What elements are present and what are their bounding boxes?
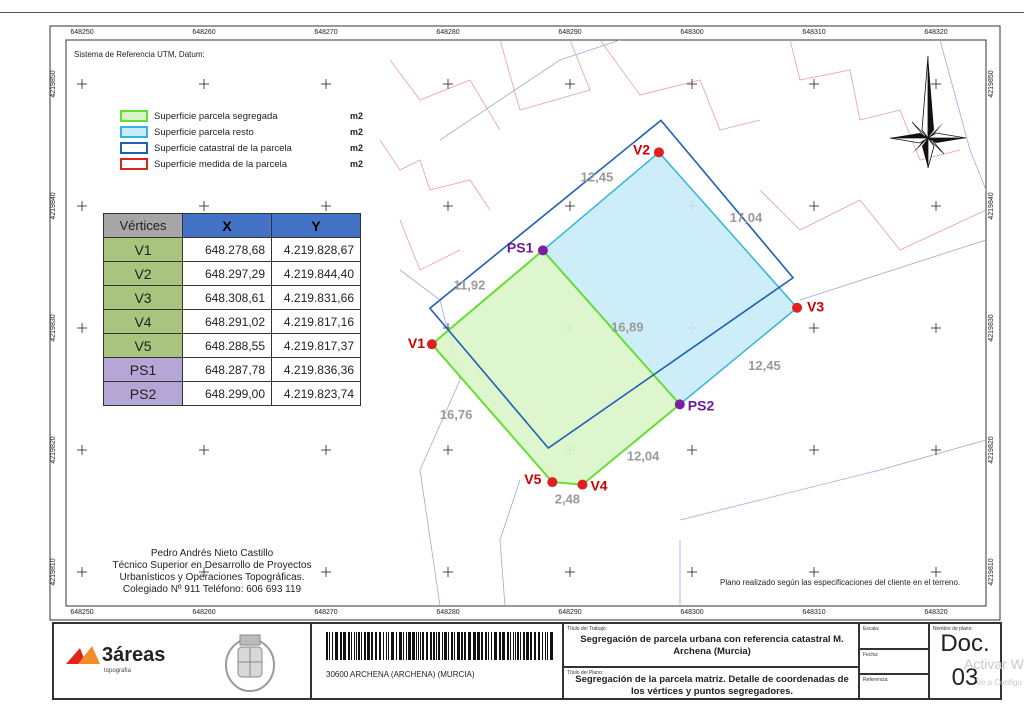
x-tick-label: 648280 — [436, 29, 460, 36]
x-tick-label: 648310 — [802, 29, 826, 36]
x-tick-label: 648280 — [436, 609, 460, 616]
y-tick-label: 4219820 — [50, 436, 58, 464]
vertex-point-v4 — [577, 480, 587, 490]
legend-item-medida — [120, 156, 364, 172]
logo-text: 3áreas — [102, 644, 166, 666]
legend-value: m2 — [350, 111, 364, 121]
vertex-y: 4.219.817,16 — [272, 310, 361, 334]
vertex-x: 648.287,78 — [183, 358, 272, 382]
y-tick-label: 4219810 — [50, 558, 58, 586]
x-tick-label: 648310 — [802, 609, 826, 616]
distance-label: 12,45 — [748, 358, 781, 374]
y-tick-label: 4219810 — [988, 558, 996, 586]
work-title-box — [563, 623, 859, 667]
plan-number-label: Nombre de plano: — [933, 626, 973, 632]
x-tick-label: 648320 — [924, 29, 948, 36]
legend-value: m2 — [350, 159, 364, 169]
plan-title-box — [563, 667, 859, 699]
vertex-y: 4.219.836,36 — [272, 358, 361, 382]
vertex-x: 648.297,29 — [183, 262, 272, 286]
header-vertices: Vértices — [104, 214, 183, 238]
vertex-point-v5 — [547, 477, 557, 487]
distance-label: 2,48 — [554, 491, 581, 507]
header-y: Y — [272, 214, 361, 238]
y-tick-label: 4219820 — [988, 436, 996, 464]
referencia-box — [859, 674, 929, 699]
author-line: Urbanísticos y Operaciones Topográficas. — [119, 572, 305, 583]
author-contact: Colegiado Nº 911 Teléfono: 606 693 119 — [122, 584, 302, 595]
title-block — [52, 622, 1002, 700]
legend-label: Superficie medida de la parcela — [154, 158, 288, 170]
distance-label: 12,04 — [626, 448, 660, 464]
vertex-y: 4.219.828,67 — [272, 238, 361, 262]
table-row — [104, 286, 361, 310]
table-row — [104, 310, 361, 334]
y-tick-label: 4219840 — [988, 192, 996, 220]
logo-triangles-icon — [66, 644, 106, 666]
header-x: X — [183, 214, 272, 238]
y-tick-label: 4219850 — [50, 70, 58, 98]
vertex-point-v1 — [427, 339, 437, 349]
coat-of-arms-icon — [222, 629, 278, 695]
utm-reference-text: Sistema de Referencia UTM, Datum: — [74, 50, 205, 59]
escala-label: Escala: — [863, 626, 880, 632]
escala-box — [859, 623, 929, 649]
vertex-x: 648.299,00 — [183, 382, 272, 406]
legend-swatch — [120, 158, 148, 170]
vertex-x: 648.288,55 — [183, 334, 272, 358]
vertex-name: PS1 — [104, 358, 183, 382]
legend-swatch — [120, 126, 148, 138]
vertex-label: PS2 — [687, 397, 715, 414]
legend-item-segregada — [120, 108, 364, 124]
author-line: Técnico Superior en Desarrollo de Proyectos — [112, 560, 312, 571]
plan-note: Plano realizado según las especificaciones del cliente en el terreno. — [720, 578, 961, 587]
doc-number: 03 — [951, 664, 979, 691]
vertex-label: V1 — [407, 335, 426, 352]
distance-label: 11,92 — [453, 277, 486, 293]
distance-label: 16,89 — [611, 319, 644, 335]
table-header-row — [104, 214, 361, 238]
fecha-label: Fecha: — [863, 652, 879, 658]
table-row — [104, 238, 361, 262]
x-tick-label: 648270 — [314, 29, 338, 36]
work-title: Segregación de parcela urbana con referencia catastral M. Archena (Murcia) — [580, 634, 844, 657]
vertex-point-v3 — [792, 303, 802, 313]
plan-title: Segregación de la parcela matriz. Detalle de coordenadas de los vértices y puntos segregadores. — [575, 674, 849, 697]
work-title-label: Título del Trabajo: — [567, 626, 608, 632]
legend-value: m2 — [350, 143, 364, 153]
vertex-x: 648.291,02 — [183, 310, 272, 334]
table-row — [104, 358, 361, 382]
vertex-coordinates-table — [103, 213, 361, 406]
author-name: Pedro Andrés Nieto Castillo — [150, 548, 274, 559]
vertex-x: 648.278,68 — [183, 238, 272, 262]
legend — [120, 108, 364, 172]
vertex-y: 4.219.844,40 — [272, 262, 361, 286]
vertex-name: V2 — [104, 262, 183, 286]
legend-value: m2 — [350, 127, 364, 137]
address-text: 30600 ARCHENA (ARCHENA) (MURCIA) — [326, 670, 475, 679]
vertex-point-ps2 — [675, 399, 685, 409]
vertex-name: V4 — [104, 310, 183, 334]
vertex-label: V4 — [590, 477, 608, 494]
vertex-label: V2 — [632, 141, 651, 158]
vertex-label: V3 — [807, 298, 825, 315]
referencia-label: Referencia: — [863, 677, 889, 683]
table-row — [104, 334, 361, 358]
legend-label: Superficie parcela resto — [154, 126, 254, 138]
vertex-point-v2 — [654, 147, 664, 157]
fecha-box — [859, 649, 929, 674]
distance-label: 16,76 — [439, 407, 473, 423]
table-row — [104, 262, 361, 286]
y-tick-label: 4219850 — [988, 70, 996, 98]
vertex-name: PS2 — [104, 382, 183, 406]
vertex-y: 4.219.831,66 — [272, 286, 361, 310]
logo-subtitle: topografía — [104, 668, 132, 674]
legend-swatch — [120, 142, 148, 154]
x-tick-label: 648290 — [558, 29, 582, 36]
x-tick-label: 648270 — [314, 609, 338, 616]
vertex-name: V3 — [104, 286, 183, 310]
doc-label: Doc. — [940, 630, 990, 657]
legend-item-catastral — [120, 140, 364, 156]
x-tick-label: 648260 — [192, 609, 216, 616]
barcode-icon — [326, 632, 554, 660]
vertex-x: 648.308,61 — [183, 286, 272, 310]
author-block — [87, 548, 337, 596]
vertex-label: PS1 — [506, 239, 534, 256]
distance-label: 17,04 — [729, 210, 763, 226]
activation-watermark: Activar W — [964, 656, 1024, 672]
distance-label: 12,45 — [580, 169, 614, 185]
address-box — [311, 623, 563, 699]
legend-item-resto — [120, 124, 364, 140]
x-tick-label: 648250 — [70, 609, 94, 616]
x-tick-label: 648300 — [680, 29, 704, 36]
x-tick-label: 648260 — [192, 29, 216, 36]
y-tick-label: 4219830 — [50, 314, 58, 342]
y-tick-label: 4219840 — [50, 192, 58, 220]
x-tick-label: 648250 — [70, 29, 94, 36]
vertex-name: V1 — [104, 238, 183, 262]
legend-label: Superficie parcela segregada — [154, 110, 278, 122]
vertex-y: 4.219.823,74 — [272, 382, 361, 406]
y-tick-label: 4219830 — [988, 314, 996, 342]
vertex-name: V5 — [104, 334, 183, 358]
activation-watermark-sub: Ve a Configu — [976, 678, 1022, 687]
vertex-point-ps1 — [538, 245, 548, 255]
x-tick-label: 648320 — [924, 609, 948, 616]
table-row — [104, 382, 361, 406]
vertex-label: V5 — [524, 471, 542, 488]
x-tick-label: 648300 — [680, 609, 704, 616]
vertex-y: 4.219.817,37 — [272, 334, 361, 358]
legend-swatch — [120, 110, 148, 122]
plan-title-label: Título del Plano: — [567, 670, 604, 676]
logo-box — [53, 623, 311, 699]
legend-label: Superficie catastral de la parcela — [154, 142, 292, 154]
x-tick-label: 648290 — [558, 609, 582, 616]
